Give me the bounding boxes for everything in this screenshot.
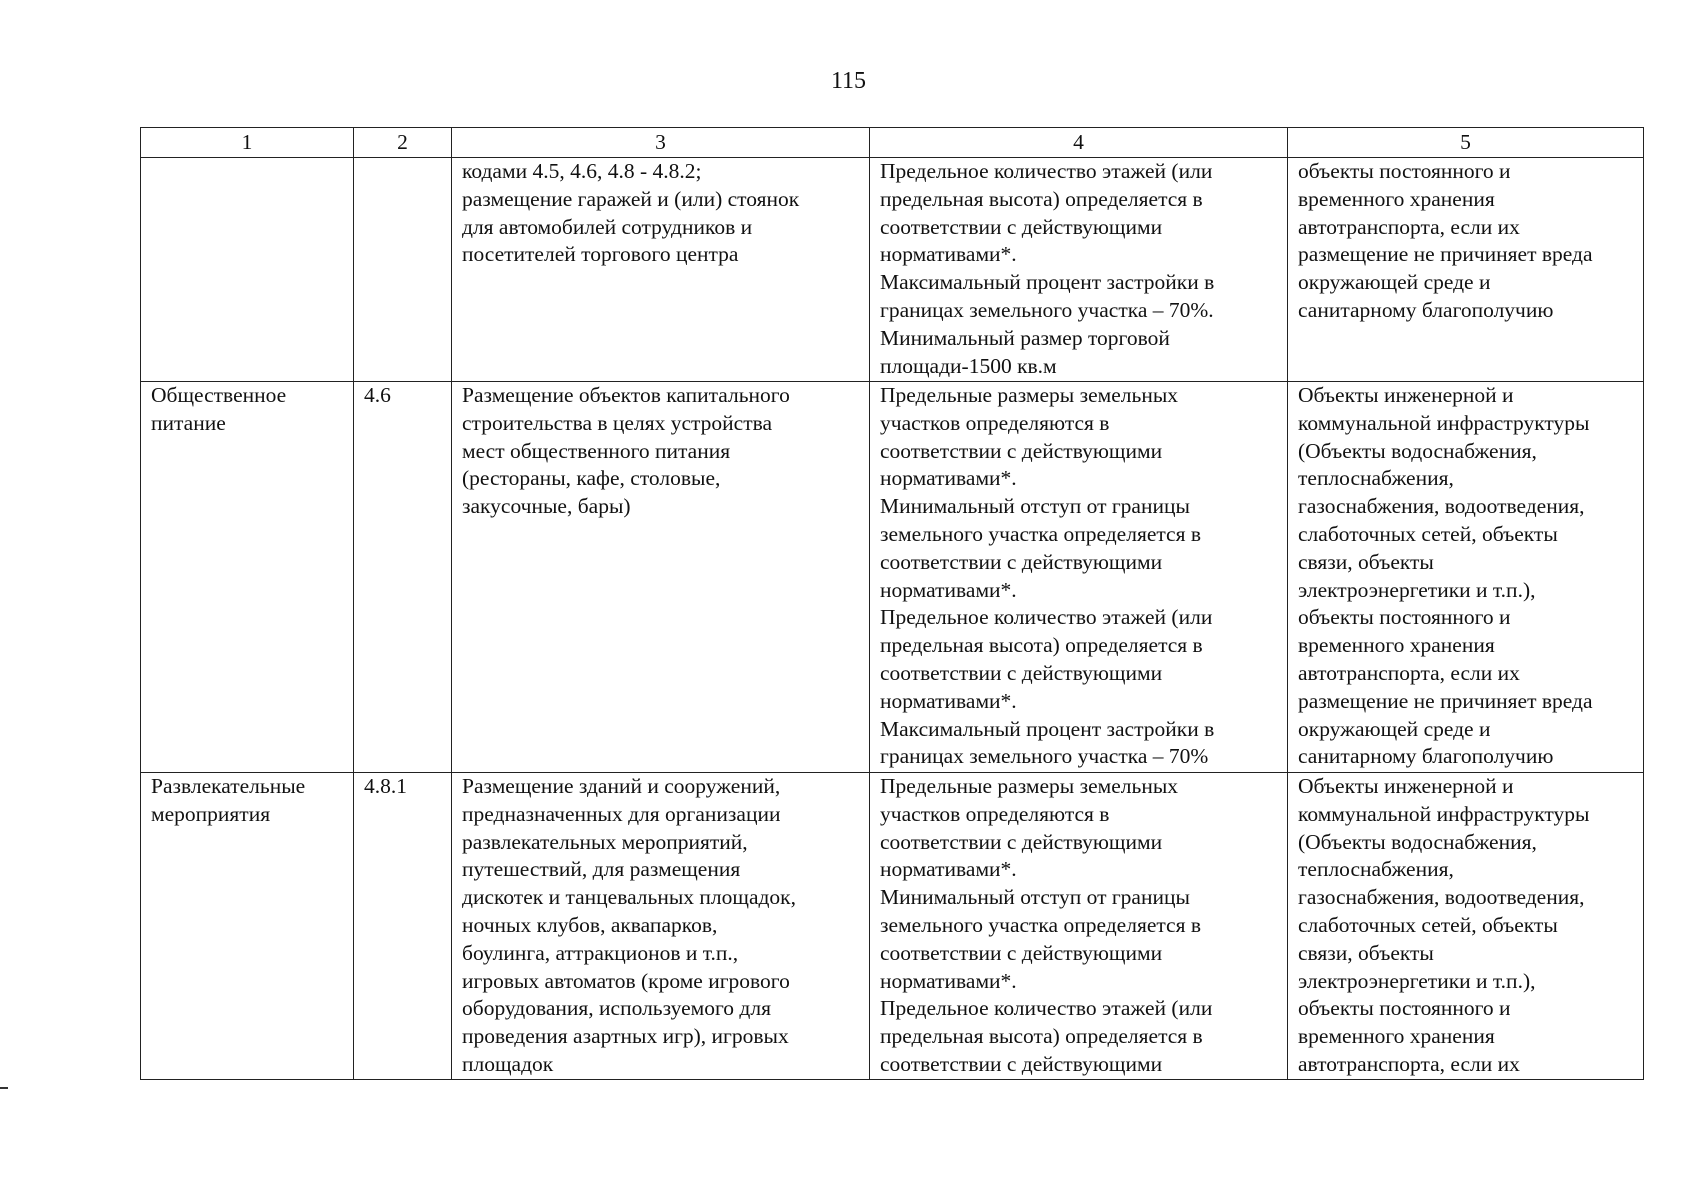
cell-text-line: соответствии с действующими [880, 438, 1163, 463]
description-cell [452, 158, 870, 382]
cell-text-line: соответствии с действующими [880, 1051, 1163, 1076]
use-name-cell [141, 773, 354, 1080]
cell-text-line: (рестораны, кафе, столовые, [462, 466, 721, 491]
cell-text-line: Предельные размеры земельных [880, 774, 1179, 798]
cell-text-line: связи, объекты [1298, 940, 1434, 965]
cell-text-line: размещение не причиняет вреда [1298, 242, 1593, 267]
cell-text-line: кодами 4.5, 4.6, 4.8 - 4.8.2; [462, 159, 702, 183]
cell-text-line: игровых автоматов (кроме игрового [462, 968, 790, 993]
table-row [141, 382, 1644, 773]
cell-text-line: нормативами*. [880, 466, 1017, 491]
cell-text-line: Максимальный процент застройки в [880, 270, 1215, 295]
cell-text-line: объекты постоянного и [1298, 996, 1511, 1021]
cell-text-line: теплоснабжения, [1298, 857, 1454, 882]
cell-text-line: санитарному благополучию [1298, 744, 1554, 769]
cell-text-line: автотранспорта, если их [1298, 214, 1520, 239]
cell-text-line: соответствии с действующими [880, 214, 1163, 239]
auxiliary-uses-cell [1288, 158, 1644, 382]
parameters-cell [870, 158, 1288, 382]
cell-text-line: (Объекты водоснабжения, [1298, 438, 1537, 463]
cell-text-line: нормативами*. [880, 688, 1017, 713]
cell-text-line: нормативами*. [880, 577, 1017, 602]
cell-text-line: нормативами*. [880, 242, 1017, 267]
cell-text-line: 4.6 [364, 383, 391, 407]
use-name-cell [141, 382, 354, 773]
cell-text-line: участков определяются в [880, 410, 1110, 435]
scan-edge-mark [0, 1087, 8, 1089]
cell-text-line: строительства в целях устройства [462, 410, 773, 435]
cell-text-line: временного хранения [1298, 633, 1495, 658]
cell-text-line: автотранспорта, если их [1298, 1051, 1520, 1076]
cell-text-line: газоснабжения, водоотведения, [1298, 494, 1585, 519]
cell-text-line: Минимальный отступ от границы [880, 494, 1190, 519]
cell-text-line: соответствии с действующими [880, 829, 1163, 854]
cell-text-line: окружающей среде и [1298, 716, 1491, 741]
use-name-cell [141, 158, 354, 382]
description-cell [452, 382, 870, 773]
cell-text-line: Минимальный отступ от границы [880, 885, 1190, 910]
cell-text-line: участков определяются в [880, 801, 1110, 826]
cell-text-line: земельного участка определяется в [880, 521, 1201, 546]
header-cell: 2 [354, 128, 452, 158]
header-cell: 5 [1288, 128, 1644, 158]
cell-text-line: санитарному благополучию [1298, 297, 1554, 322]
cell-text-line: слаботочных сетей, объекты [1298, 521, 1558, 546]
cell-text-line: мероприятия [151, 801, 271, 826]
cell-text-line: для автомобилей сотрудников и [462, 214, 753, 239]
code-cell [354, 158, 452, 382]
table-row [141, 158, 1644, 382]
cell-text-line: посетителей торгового центра [462, 242, 739, 267]
cell-text-line: ночных клубов, аквапарков, [462, 912, 718, 937]
cell-text-line: временного хранения [1298, 186, 1495, 211]
code-cell [354, 773, 452, 1080]
header-cell: 3 [452, 128, 870, 158]
cell-text-line: Предельное количество этажей (или [880, 605, 1213, 630]
parameters-cell [870, 773, 1288, 1080]
header-cell: 1 [141, 128, 354, 158]
cell-text-line: Предельные размеры земельных [880, 383, 1179, 407]
description-cell [452, 773, 870, 1080]
table-header-row [141, 128, 1644, 158]
cell-text-line: предназначенных для организации [462, 801, 781, 826]
cell-text-line: Объекты инженерной и [1298, 383, 1514, 407]
table-row [141, 773, 1644, 1080]
cell-text-line: боулинга, аттракционов и т.п., [462, 940, 739, 965]
cell-text-line: коммунальной инфраструктуры [1298, 801, 1590, 826]
cell-text-line: соответствии с действующими [880, 549, 1163, 574]
cell-text-line: Минимальный размер торговой [880, 325, 1170, 350]
cell-text-line: площади-1500 кв.м [880, 353, 1057, 378]
cell-text-line: Общественное [151, 383, 287, 407]
cell-text-line: Размещение объектов капитального [462, 383, 790, 407]
auxiliary-uses-cell [1288, 382, 1644, 773]
zoning-table [140, 127, 1644, 1080]
cell-text-line: слаботочных сетей, объекты [1298, 912, 1558, 937]
cell-text-line: окружающей среде и [1298, 270, 1491, 295]
auxiliary-uses-cell [1288, 773, 1644, 1080]
cell-text-line: нормативами*. [880, 968, 1017, 993]
cell-text-line: Предельное количество этажей (или [880, 996, 1213, 1021]
cell-text-line: газоснабжения, водоотведения, [1298, 885, 1585, 910]
cell-text-line: мест общественного питания [462, 438, 731, 463]
cell-text-line: площадок [462, 1051, 554, 1076]
cell-text-line: (Объекты водоснабжения, [1298, 829, 1537, 854]
cell-text-line: коммунальной инфраструктуры [1298, 410, 1590, 435]
parameters-cell [870, 382, 1288, 773]
cell-text-line: дискотек и танцевальных площадок, [462, 885, 797, 910]
cell-text-line: питание [151, 410, 226, 435]
cell-text-line: Максимальный процент застройки в [880, 716, 1215, 741]
cell-text-line: электроэнергетики и т.п.), [1298, 968, 1536, 993]
cell-text-line: предельная высота) определяется в [880, 1024, 1203, 1049]
cell-text-line: Развлекательные [151, 774, 306, 798]
cell-text-line: теплоснабжения, [1298, 466, 1454, 491]
cell-text-line: размещение не причиняет вреда [1298, 688, 1593, 713]
cell-text-line: границах земельного участка – 70% [880, 744, 1209, 769]
cell-text-line: 4.8.1 [364, 774, 407, 798]
cell-text-line: оборудования, используемого для [462, 996, 771, 1021]
cell-text-line: временного хранения [1298, 1024, 1495, 1049]
header-cell: 4 [870, 128, 1288, 158]
cell-text-line: нормативами*. [880, 857, 1017, 882]
cell-text-line: объекты постоянного и [1298, 605, 1511, 630]
cell-text-line: соответствии с действующими [880, 940, 1163, 965]
cell-text-line: Размещение зданий и сооружений, [462, 774, 781, 798]
cell-text-line: связи, объекты [1298, 549, 1434, 574]
page-number: 115 [830, 68, 867, 94]
cell-text-line: границах земельного участка – 70%. [880, 297, 1214, 322]
cell-text-line: земельного участка определяется в [880, 912, 1201, 937]
cell-text-line: путешествий, для размещения [462, 857, 741, 882]
cell-text-line: Объекты инженерной и [1298, 774, 1514, 798]
cell-text-line: предельная высота) определяется в [880, 186, 1203, 211]
cell-text-line: размещение гаражей и (или) стоянок [462, 186, 800, 211]
cell-text-line: развлекательных мероприятий, [462, 829, 748, 854]
cell-text-line: автотранспорта, если их [1298, 660, 1520, 685]
cell-text-line: объекты постоянного и [1298, 159, 1511, 183]
code-cell [354, 382, 452, 773]
cell-text-line: предельная высота) определяется в [880, 633, 1203, 658]
cell-text-line: соответствии с действующими [880, 660, 1163, 685]
cell-text-line: электроэнергетики и т.п.), [1298, 577, 1536, 602]
cell-text-line: проведения азартных игр), игровых [462, 1024, 789, 1049]
cell-text-line: закусочные, бары) [462, 494, 631, 519]
cell-text-line: Предельное количество этажей (или [880, 159, 1213, 183]
